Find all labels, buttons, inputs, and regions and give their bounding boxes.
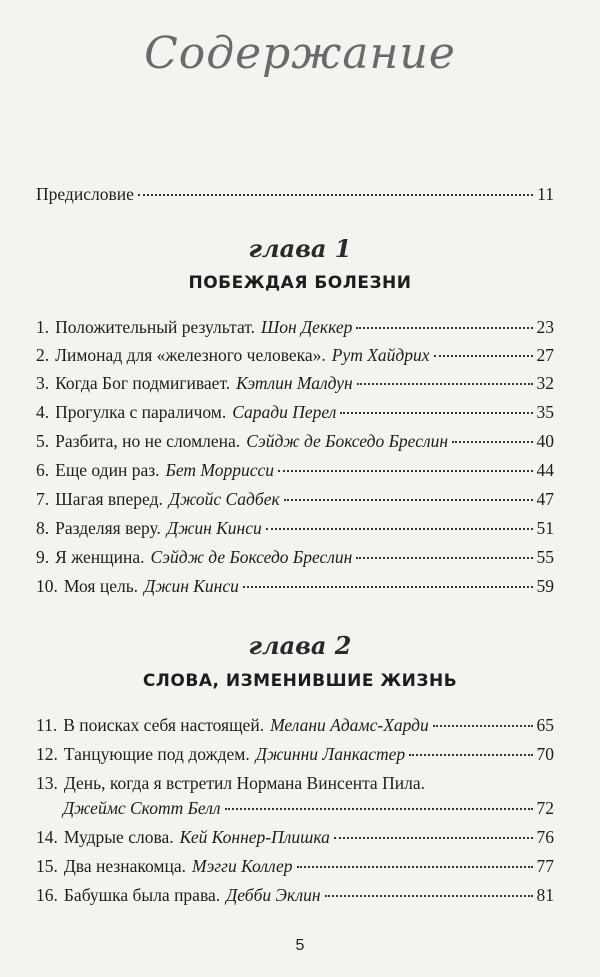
entry-number: 5. (36, 431, 50, 451)
chapter-1-label: глава 1 (248, 234, 352, 263)
entry-title: Мудрые слова. (63, 827, 174, 847)
toc-entry (36, 576, 554, 597)
entry-page: 32 (536, 373, 554, 393)
leader-dots (433, 725, 533, 727)
entry-title: В поисках себя настоящей. (63, 715, 265, 735)
entry-page: 76 (536, 827, 554, 847)
entry-page: 27 (536, 345, 554, 365)
toc-entry (36, 489, 554, 510)
leader-dots (325, 895, 533, 897)
entry-author: Сэйдж де Бокседо Бреслин (246, 431, 449, 451)
entry-author: Мэгги Коллер (192, 856, 293, 876)
entry-author: Джин Кинси (166, 518, 262, 538)
toc-entry (36, 431, 554, 452)
entry-author: Дебби Эклин (226, 885, 321, 905)
entry-number: 16. (36, 885, 58, 905)
toc-entry (36, 373, 554, 394)
entry-number: 8. (36, 518, 50, 538)
entry-number: 14. (36, 827, 58, 847)
toc-entry (36, 518, 554, 539)
leader-dots (225, 808, 533, 810)
leader-dots (356, 327, 532, 329)
entry-title: Разделяя веру. (55, 518, 161, 538)
entry-title: Еще один раз. (55, 460, 160, 480)
entry-page: 35 (536, 402, 554, 422)
entry-page: 55 (536, 547, 554, 567)
toc-entry-continuation (63, 798, 554, 819)
leader-dots (334, 837, 533, 839)
leader-dots (357, 383, 533, 385)
entry-page: 77 (536, 856, 554, 876)
entry-number: 12. (36, 744, 58, 764)
toc-entry (36, 547, 554, 568)
entry-page: 72 (536, 798, 554, 818)
entry-number: 4. (36, 402, 50, 422)
toc-preface (36, 184, 554, 205)
entry-title: Разбита, но не сломлена. (55, 431, 241, 451)
toc-entry (36, 744, 554, 765)
chapter-1-title: ПОБЕЖДАЯ БОЛЕЗНИ (188, 273, 412, 293)
preface-page: 11 (537, 184, 554, 204)
entry-page: 47 (536, 489, 554, 509)
entry-author: Джойс Садбек (168, 489, 280, 509)
chapter-2-title: СЛОВА, ИЗМЕНИВШИЕ ЖИЗНЬ (142, 671, 458, 691)
preface-label: Предисловие (36, 184, 134, 204)
entry-title: Лимонад для «железного человека». (55, 345, 326, 365)
entry-author: Кэтлин Малдун (236, 373, 353, 393)
entry-author: Шон Деккер (260, 317, 353, 337)
toc-entry (36, 885, 554, 906)
entry-page: 23 (536, 317, 554, 337)
leader-dots (434, 355, 533, 357)
entry-title: Шагая вперед. (55, 489, 163, 509)
entry-title: Я женщина. (55, 547, 145, 567)
entry-title: Прогулка с параличом. (55, 402, 227, 422)
leader-dots (138, 194, 533, 196)
entry-page: 44 (536, 460, 554, 480)
entry-title: Моя цель. (63, 576, 139, 596)
entry-author: Бет Моррисси (165, 460, 274, 480)
entry-number: 7. (36, 489, 50, 509)
leader-dots (356, 557, 532, 559)
entry-number: 10. (36, 576, 58, 596)
entry-page: 59 (536, 576, 554, 596)
toc-entry (36, 715, 554, 736)
toc-entry (36, 460, 554, 481)
entry-author: Джин Кинси (144, 576, 239, 596)
entry-number: 3. (36, 373, 50, 393)
leader-dots (266, 528, 533, 530)
entry-number: 15. (36, 856, 58, 876)
leader-dots (340, 412, 532, 414)
entry-author: Сэйдж де Бокседо Бреслин (150, 547, 353, 567)
entry-number: 13. (36, 773, 58, 793)
page-title: Содержание (144, 28, 456, 79)
leader-dots (452, 441, 532, 443)
entry-title: Танцующие под дождем. (63, 744, 250, 764)
entry-page: 40 (536, 431, 554, 451)
entry-page: 81 (536, 885, 554, 905)
entry-author: Кей Коннер-Плишка (179, 827, 330, 847)
toc-entry (36, 827, 554, 848)
entry-title: Когда Бог подмигивает. (55, 373, 231, 393)
page-number: 5 (295, 937, 305, 954)
entry-author: Джинни Ланкастер (255, 744, 406, 764)
leader-dots (409, 754, 532, 756)
toc-entry (36, 773, 554, 794)
entry-page: 65 (536, 715, 554, 735)
leader-dots (284, 499, 533, 501)
entry-number: 2. (36, 345, 50, 365)
toc-entry (36, 317, 554, 338)
entry-page: 51 (536, 518, 554, 538)
entry-title: Положительный результат. (55, 317, 255, 337)
entry-title: Два незнакомца. (63, 856, 186, 876)
toc-entry (36, 856, 554, 877)
entry-author: Рут Хайдрих (331, 345, 430, 365)
entry-author: Саради Перел (232, 402, 337, 422)
chapter-2-label: глава 2 (248, 631, 352, 660)
entry-number: 11. (36, 715, 58, 735)
leader-dots (297, 866, 533, 868)
entry-number: 1. (36, 317, 50, 337)
toc-entry (36, 345, 554, 366)
entry-number: 6. (36, 460, 50, 480)
entry-author: Мелани Адамс-Харди (270, 715, 429, 735)
entry-author: Джеймс Скотт Белл (63, 798, 221, 818)
entry-title: Бабушка была права. (63, 885, 221, 905)
entry-page: 70 (536, 744, 554, 764)
entry-number: 9. (36, 547, 50, 567)
toc-entry (36, 402, 554, 423)
entry-title: День, когда я встретил Нормана Винсента Пила. (63, 773, 425, 793)
leader-dots (278, 470, 533, 472)
leader-dots (243, 586, 533, 588)
